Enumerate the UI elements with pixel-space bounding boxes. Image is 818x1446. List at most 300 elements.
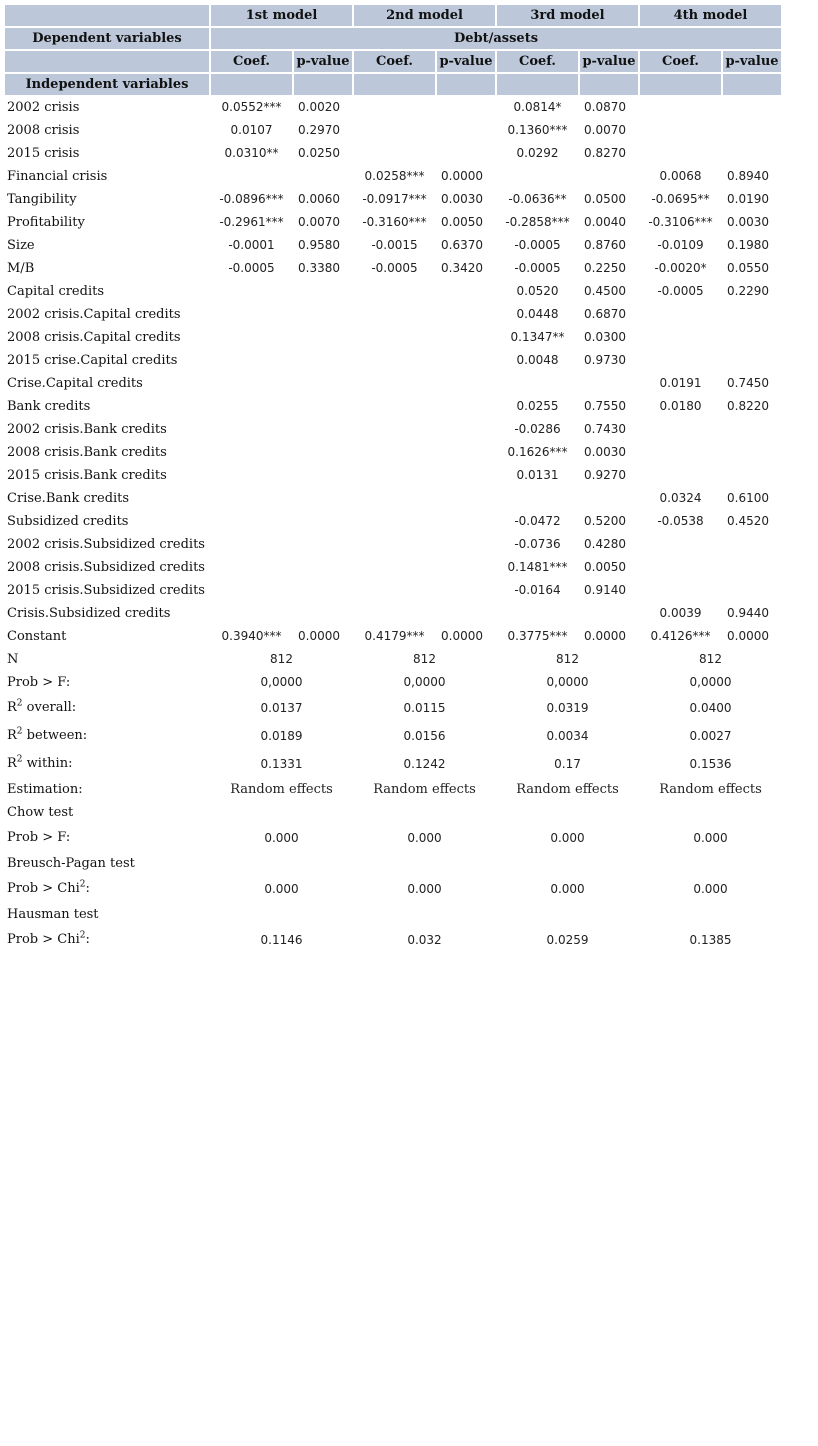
stat-value: Random effects: [211, 779, 352, 800]
variable-label: 2015 crisis.Bank credits: [5, 465, 209, 486]
pvalue-cell: 0.5200: [580, 511, 638, 532]
coef-cell: [354, 143, 435, 164]
stat-value: 0.0319: [497, 695, 638, 721]
stat-value: 812: [354, 649, 495, 670]
coef-cell: 0.4179***: [354, 626, 435, 647]
coef-cell: [640, 304, 721, 325]
superscript: 2: [79, 879, 86, 890]
pvalue-cell: 0.4500: [580, 281, 638, 302]
stat-row-n: [5, 649, 781, 670]
pvalue-cell: [437, 488, 495, 509]
stat-value: 0.0034: [497, 723, 638, 749]
stat-label-rest: between:: [22, 728, 88, 743]
pvalue-cell: 0.9440: [723, 603, 781, 624]
coef-cell: [211, 488, 292, 509]
pvalue-cell: 0.0000: [294, 626, 352, 647]
pvalue-cell: [437, 511, 495, 532]
coef-cell: [354, 534, 435, 555]
pvalue-cell: [437, 304, 495, 325]
coef-header: Coef.: [354, 51, 435, 72]
table-row: [5, 488, 781, 509]
stat-value: 0.032: [354, 927, 495, 953]
pvalue-cell: 0.0020: [294, 97, 352, 118]
empty-cell: [211, 802, 781, 823]
pvalue-cell: [294, 580, 352, 601]
pvalue-cell: 0.0000: [723, 626, 781, 647]
coef-cell: -0.0005: [640, 281, 721, 302]
pvalue-cell: [294, 511, 352, 532]
pvalue-cell: 0.4520: [723, 511, 781, 532]
pvalue-cell: 0.0250: [294, 143, 352, 164]
coef-cell: [211, 557, 292, 578]
pvalue-cell: [437, 120, 495, 141]
pvalue-cell: 0.0000: [437, 166, 495, 187]
table-row: [5, 304, 781, 325]
coef-cell: -0.0896***: [211, 189, 292, 210]
pvalue-cell: [437, 143, 495, 164]
coef-cell: 0.0292: [497, 143, 578, 164]
pvalue-cell: [294, 557, 352, 578]
coef-cell: [354, 557, 435, 578]
coef-cell: [640, 534, 721, 555]
coef-cell: [640, 580, 721, 601]
coef-cell: [640, 143, 721, 164]
pvalue-cell: [294, 350, 352, 371]
pvalue-cell: [437, 534, 495, 555]
variable-label: 2015 crisis.Subsidized credits: [5, 580, 209, 601]
table-row: [5, 120, 781, 141]
coef-cell: 0.0107: [211, 120, 292, 141]
coef-cell: 0.1626***: [497, 442, 578, 463]
table-row: [5, 603, 781, 624]
header-empty-cell: [5, 51, 209, 72]
pvalue-cell: 0.0500: [580, 189, 638, 210]
pvalue-cell: [723, 304, 781, 325]
superscript: 2: [16, 726, 23, 737]
table-row: [5, 327, 781, 348]
test-title: Breusch-Pagan test: [5, 853, 209, 874]
stat-value: 0.000: [640, 825, 781, 851]
table-row: [5, 534, 781, 555]
stat-label-post: :: [85, 881, 90, 896]
coef-cell: 0.1347**: [497, 327, 578, 348]
pvalue-header: p-value: [294, 51, 352, 72]
table-row: [5, 419, 781, 440]
pvalue-cell: [294, 304, 352, 325]
stat-value: 0,0000: [497, 672, 638, 693]
superscript: 2: [16, 698, 23, 709]
stat-row-chow-title: [5, 802, 781, 823]
dependent-variable-value: Debt/assets: [211, 28, 781, 49]
coef-cell: [211, 534, 292, 555]
stat-label: N: [5, 649, 209, 670]
stat-row-r2-within: [5, 751, 781, 777]
pvalue-cell: 0.7430: [580, 419, 638, 440]
pvalue-cell: [723, 350, 781, 371]
coef-cell: 0.0191: [640, 373, 721, 394]
pvalue-cell: 0.9580: [294, 235, 352, 256]
stat-value: 812: [640, 649, 781, 670]
table-row: [5, 143, 781, 164]
coef-cell: 0.0448: [497, 304, 578, 325]
pvalue-cell: 0.0300: [580, 327, 638, 348]
stat-label: [5, 695, 209, 721]
stat-value: 0.0115: [354, 695, 495, 721]
header-empty-cell: [640, 74, 721, 95]
header-empty-cell: [354, 74, 435, 95]
pvalue-cell: 0.9730: [580, 350, 638, 371]
stat-value: 0.000: [497, 825, 638, 851]
coef-cell: [211, 350, 292, 371]
pvalue-cell: [437, 373, 495, 394]
pvalue-cell: 0.0550: [723, 258, 781, 279]
variable-label: 2015 crise.Capital credits: [5, 350, 209, 371]
pvalue-cell: 0.0050: [580, 557, 638, 578]
coef-cell: [354, 580, 435, 601]
coef-cell: [211, 442, 292, 463]
stat-value: 812: [497, 649, 638, 670]
pvalue-cell: 0.8940: [723, 166, 781, 187]
pvalue-cell: [723, 327, 781, 348]
pvalue-cell: [723, 580, 781, 601]
coef-cell: -0.0736: [497, 534, 578, 555]
stat-value: 0.0400: [640, 695, 781, 721]
coef-header: Coef.: [640, 51, 721, 72]
pvalue-cell: 0.1980: [723, 235, 781, 256]
variable-label: 2002 crisis.Bank credits: [5, 419, 209, 440]
stat-label-post: :: [85, 932, 90, 947]
coef-cell: [354, 373, 435, 394]
variable-label: Subsidized credits: [5, 511, 209, 532]
superscript: 2: [79, 930, 86, 941]
pvalue-cell: 0.0060: [294, 189, 352, 210]
pvalue-cell: 0.6370: [437, 235, 495, 256]
stat-value: 0.1242: [354, 751, 495, 777]
coef-cell: [497, 373, 578, 394]
table-row: [5, 396, 781, 417]
stat-label: [5, 876, 209, 902]
coef-cell: [211, 281, 292, 302]
coef-cell: [354, 419, 435, 440]
coef-cell: 0.0068: [640, 166, 721, 187]
pvalue-cell: [580, 166, 638, 187]
stat-label-rest: overall:: [22, 700, 77, 715]
variable-label: 2008 crisis.Subsidized credits: [5, 557, 209, 578]
pvalue-cell: [437, 281, 495, 302]
pvalue-cell: [294, 442, 352, 463]
coef-cell: [211, 166, 292, 187]
independent-variables-label: Independent variables: [5, 74, 209, 95]
pvalue-cell: 0.0190: [723, 189, 781, 210]
dependent-variables-label: Dependent variables: [5, 28, 209, 49]
table-row: [5, 442, 781, 463]
coef-cell: [497, 603, 578, 624]
stat-value: 0.000: [497, 876, 638, 902]
coef-cell: -0.0001: [211, 235, 292, 256]
table-row: [5, 557, 781, 578]
coef-cell: [640, 465, 721, 486]
coef-cell: [354, 120, 435, 141]
coef-cell: -0.0109: [640, 235, 721, 256]
coef-cell: 0.3940***: [211, 626, 292, 647]
stat-value: 812: [211, 649, 352, 670]
pvalue-cell: 0.4280: [580, 534, 638, 555]
statistics-rows: [5, 649, 781, 953]
pvalue-cell: [580, 488, 638, 509]
coef-cell: -0.0286: [497, 419, 578, 440]
pvalue-cell: [294, 327, 352, 348]
pvalue-cell: [294, 488, 352, 509]
stat-value: 0.000: [354, 876, 495, 902]
pvalue-cell: 0.2250: [580, 258, 638, 279]
coef-cell: [640, 442, 721, 463]
coef-cell: [211, 580, 292, 601]
stat-label-rest: within:: [22, 756, 73, 771]
coef-cell: 0.0814*: [497, 97, 578, 118]
coef-cell: [354, 396, 435, 417]
variable-label: Size: [5, 235, 209, 256]
pvalue-cell: 0.2290: [723, 281, 781, 302]
stat-value: Random effects: [497, 779, 638, 800]
stat-label-pre: Prob > Chi: [7, 881, 80, 896]
coef-cell: [211, 465, 292, 486]
stat-label: [5, 751, 209, 777]
table-row: [5, 212, 781, 233]
stat-value: 0.000: [211, 876, 352, 902]
pvalue-cell: [437, 396, 495, 417]
header-row-models: [5, 5, 781, 26]
pvalue-cell: [723, 97, 781, 118]
pvalue-cell: 0.0070: [580, 120, 638, 141]
stat-label-pre: Prob > Chi: [7, 932, 80, 947]
superscript: 2: [16, 754, 23, 765]
pvalue-cell: [437, 327, 495, 348]
coef-cell: -0.0005: [497, 235, 578, 256]
stat-label-r: R: [7, 728, 17, 743]
coef-cell: [640, 350, 721, 371]
stat-row-hausman-title: [5, 904, 781, 925]
stat-value: Random effects: [354, 779, 495, 800]
header-row-dependent: [5, 28, 781, 49]
pvalue-cell: [294, 465, 352, 486]
stat-row-bp: [5, 876, 781, 902]
pvalue-cell: 0.0040: [580, 212, 638, 233]
pvalue-cell: [437, 419, 495, 440]
coef-cell: [354, 488, 435, 509]
table-row: [5, 189, 781, 210]
coef-cell: -0.0917***: [354, 189, 435, 210]
coef-cell: [354, 465, 435, 486]
coef-cell: [211, 373, 292, 394]
variable-label: 2002 crisis.Subsidized credits: [5, 534, 209, 555]
stat-row-chow: [5, 825, 781, 851]
pvalue-cell: [437, 465, 495, 486]
variable-label: Crisis.Subsidized credits: [5, 603, 209, 624]
header-empty-cell: [437, 74, 495, 95]
coef-cell: -0.0164: [497, 580, 578, 601]
variable-label: 2002 crisis: [5, 97, 209, 118]
coef-cell: [354, 327, 435, 348]
pvalue-cell: 0.6100: [723, 488, 781, 509]
coef-cell: 0.0324: [640, 488, 721, 509]
pvalue-cell: 0.0050: [437, 212, 495, 233]
variable-label: Crise.Bank credits: [5, 488, 209, 509]
pvalue-cell: 0.3380: [294, 258, 352, 279]
stat-value: 0,0000: [211, 672, 352, 693]
coef-cell: 0.0552***: [211, 97, 292, 118]
pvalue-cell: [723, 557, 781, 578]
coef-cell: -0.0695**: [640, 189, 721, 210]
coef-cell: -0.0005: [354, 258, 435, 279]
table-row: [5, 626, 781, 647]
coef-cell: 0.3775***: [497, 626, 578, 647]
pvalue-cell: [437, 350, 495, 371]
stat-row-prob-f: [5, 672, 781, 693]
coef-cell: -0.0538: [640, 511, 721, 532]
pvalue-cell: 0.6870: [580, 304, 638, 325]
coef-cell: -0.2858***: [497, 212, 578, 233]
stat-value: 0.0027: [640, 723, 781, 749]
pvalue-header: p-value: [437, 51, 495, 72]
variable-label: 2015 crisis: [5, 143, 209, 164]
pvalue-cell: [723, 442, 781, 463]
coef-cell: [211, 327, 292, 348]
pvalue-cell: 0.9270: [580, 465, 638, 486]
coef-cell: -0.0020*: [640, 258, 721, 279]
pvalue-cell: [580, 373, 638, 394]
variable-label: M/B: [5, 258, 209, 279]
coef-cell: [354, 304, 435, 325]
stat-value: 0,0000: [354, 672, 495, 693]
coef-cell: [354, 281, 435, 302]
pvalue-cell: [437, 97, 495, 118]
coef-cell: [640, 557, 721, 578]
stat-label-r: R: [7, 700, 17, 715]
coef-cell: -0.3106***: [640, 212, 721, 233]
table-row: [5, 281, 781, 302]
coef-cell: -0.0005: [497, 258, 578, 279]
pvalue-cell: [437, 580, 495, 601]
coef-cell: [354, 350, 435, 371]
pvalue-cell: 0.0030: [437, 189, 495, 210]
pvalue-cell: 0.3420: [437, 258, 495, 279]
variable-label: Crise.Capital credits: [5, 373, 209, 394]
coef-cell: [211, 419, 292, 440]
stat-label: Prob > F:: [5, 672, 209, 693]
stat-row-r2-between: [5, 723, 781, 749]
pvalue-cell: 0.8220: [723, 396, 781, 417]
coef-cell: [640, 419, 721, 440]
table-row: [5, 511, 781, 532]
coef-cell: [354, 603, 435, 624]
pvalue-cell: [294, 166, 352, 187]
variable-label: 2002 crisis.Capital credits: [5, 304, 209, 325]
stat-value: 0,0000: [640, 672, 781, 693]
table-row: [5, 97, 781, 118]
header-empty-cell: [294, 74, 352, 95]
pvalue-header: p-value: [580, 51, 638, 72]
variable-label: Tangibility: [5, 189, 209, 210]
empty-cell: [211, 853, 781, 874]
model-4-header: 4th model: [640, 5, 781, 26]
variable-label: 2008 crisis.Bank credits: [5, 442, 209, 463]
pvalue-cell: [294, 396, 352, 417]
variable-label: Constant: [5, 626, 209, 647]
header-empty-cell: [723, 74, 781, 95]
stat-row-estimation: [5, 779, 781, 800]
pvalue-cell: 0.7450: [723, 373, 781, 394]
model-1-header: 1st model: [211, 5, 352, 26]
coef-cell: [211, 603, 292, 624]
pvalue-cell: [437, 557, 495, 578]
stat-value: 0.1536: [640, 751, 781, 777]
coef-cell: 0.4126***: [640, 626, 721, 647]
header-empty-cell: [211, 74, 292, 95]
stat-label: Estimation:: [5, 779, 209, 800]
pvalue-cell: [437, 603, 495, 624]
test-title: Hausman test: [5, 904, 209, 925]
variable-label: Profitability: [5, 212, 209, 233]
coef-cell: [497, 488, 578, 509]
pvalue-cell: [294, 281, 352, 302]
header-row-coef-pvalue: [5, 51, 781, 72]
coef-header: Coef.: [497, 51, 578, 72]
pvalue-cell: [437, 442, 495, 463]
coef-cell: 0.0180: [640, 396, 721, 417]
stat-value: 0.000: [640, 876, 781, 902]
coef-cell: 0.1481***: [497, 557, 578, 578]
coef-cell: [211, 304, 292, 325]
coef-cell: 0.0520: [497, 281, 578, 302]
stat-label-r: R: [7, 756, 17, 771]
table-row: [5, 465, 781, 486]
test-title: Chow test: [5, 802, 209, 823]
pvalue-cell: [294, 373, 352, 394]
pvalue-cell: 0.9140: [580, 580, 638, 601]
regression-table: [3, 3, 783, 955]
pvalue-cell: 0.0030: [580, 442, 638, 463]
pvalue-cell: [723, 143, 781, 164]
stat-value: 0.17: [497, 751, 638, 777]
coef-cell: [211, 511, 292, 532]
header-empty-cell: [497, 74, 578, 95]
variable-label: 2008 crisis: [5, 120, 209, 141]
coef-cell: [497, 166, 578, 187]
coef-cell: 0.0258***: [354, 166, 435, 187]
table-row: [5, 166, 781, 187]
variable-label: Capital credits: [5, 281, 209, 302]
variable-label: Bank credits: [5, 396, 209, 417]
header-row-independent: [5, 74, 781, 95]
coef-cell: -0.2961***: [211, 212, 292, 233]
stat-label: [5, 723, 209, 749]
coef-cell: -0.0636**: [497, 189, 578, 210]
pvalue-cell: 0.0030: [723, 212, 781, 233]
stat-value: 0.1385: [640, 927, 781, 953]
stat-value: 0.0156: [354, 723, 495, 749]
stat-label: Prob > F:: [5, 825, 209, 851]
coef-cell: 0.0048: [497, 350, 578, 371]
variable-label: 2008 crisis.Capital credits: [5, 327, 209, 348]
stat-value: 0.000: [354, 825, 495, 851]
model-2-header: 2nd model: [354, 5, 495, 26]
stat-value: 0.1146: [211, 927, 352, 953]
pvalue-cell: 0.0070: [294, 212, 352, 233]
pvalue-cell: 0.7550: [580, 396, 638, 417]
table-row: [5, 258, 781, 279]
pvalue-cell: 0.0000: [437, 626, 495, 647]
pvalue-cell: [723, 465, 781, 486]
